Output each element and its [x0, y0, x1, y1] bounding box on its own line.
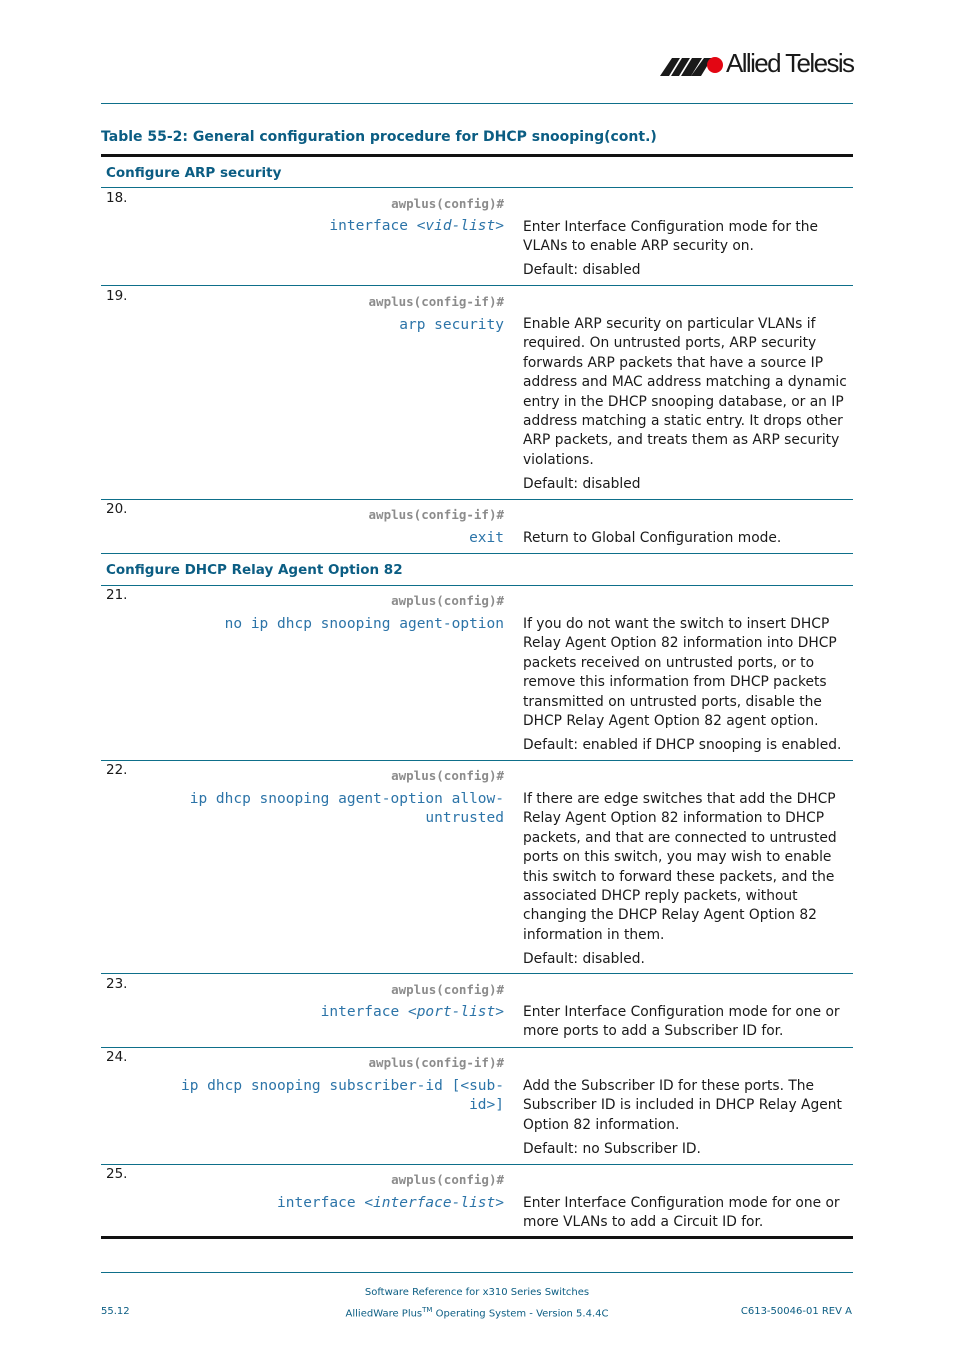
command-prompt: awplus(config-if)#: [368, 294, 504, 309]
row-rule: [101, 1164, 853, 1165]
step-description: Enter Interface Configuration mode for the VLANs to enable ARP security on. Default: disabled: [523, 219, 819, 279]
command-syntax: ip dhcp snooping agent-option allow- untrusted: [189, 791, 504, 826]
step-number: 25.: [106, 1166, 128, 1182]
command-prompt: awplus(config)#: [391, 1172, 504, 1187]
command-prompt: awplus(config)#: [391, 768, 504, 783]
footer-product-line: AlliedWare Plus™ Operating System - Version 5.4.4C: [345, 1306, 609, 1320]
step-description: Enter Interface Configuration mode for one or more VLANs to add a Circuit ID for.: [523, 1195, 840, 1231]
row-rule: [101, 553, 853, 554]
section-rule: [101, 585, 853, 586]
logo-wordmark: Allied Telesis: [726, 48, 854, 78]
step-description: Return to Global Configuration mode.: [523, 530, 782, 546]
allied-telesis-logo: [660, 50, 855, 80]
command-syntax: interface <port-list>: [320, 1004, 504, 1020]
section-heading-arp-security: Configure ARP security: [106, 165, 282, 181]
command-syntax: interface <vid-list>: [329, 218, 504, 234]
row-rule: [101, 973, 853, 974]
footer-doc-title: Software Reference for x310 Series Switches: [364, 1287, 590, 1298]
row-rule: [101, 1047, 853, 1048]
step-number: 24.: [106, 1049, 128, 1065]
command-prompt: awplus(config-if)#: [368, 507, 504, 522]
step-number: 18.: [106, 190, 128, 206]
table-title: Table 55-2: General configuration procedure for DHCP snooping(cont.): [101, 129, 657, 145]
step-number: 19.: [106, 288, 128, 304]
command-syntax: interface <interface-list>: [277, 1195, 504, 1211]
step-description: If there are edge switches that add the DHCP Relay Agent Option 82 information to DHCP packets, and that are connected to untrusted ports on this switch, you may wish to enable this switch to forward these packets, and the associated DHCP reply packets, without changing the DHCP Relay Agent Option 82 information in them. Default: disabled.: [523, 791, 837, 967]
step-description: Enable ARP security on particular VLANs if required. On untrusted ports, ARP security forwards ARP packets that have a source IP address and MAC address matching a dynamic entry in the DHCP snooping database, or an IP address matching a static entry. It drops other ARP packets, and treats them as ARP security violations. Default: disabled: [523, 316, 847, 492]
step-number: 20.: [106, 501, 128, 517]
row-rule: [101, 499, 853, 500]
command-prompt: awplus(config-if)#: [368, 1055, 504, 1070]
command-prompt: awplus(config)#: [391, 196, 504, 211]
row-rule: [101, 285, 853, 286]
footer-divider: [101, 1272, 853, 1273]
row-rule: [101, 760, 853, 761]
command-prompt: awplus(config)#: [391, 593, 504, 608]
step-number: 22.: [106, 762, 128, 778]
page-number: 55.12: [101, 1306, 130, 1317]
table-bottom-rule: [101, 1236, 853, 1239]
document-id: C613-50046-01 REV A: [740, 1306, 852, 1317]
command-syntax: exit: [469, 530, 504, 546]
step-description: Enter Interface Configuration mode for one or more ports to add a Subscriber ID for.: [523, 1004, 840, 1040]
command-argument: <port-list>: [407, 1004, 504, 1020]
section-heading-option-82: Configure DHCP Relay Agent Option 82: [106, 562, 403, 578]
logo-mark-icon: [660, 53, 726, 79]
step-description: Add the Subscriber ID for these ports. The Subscriber ID is included in DHCP Relay Agent Option 82 information. Default: no Subscriber ID.: [523, 1078, 842, 1157]
command-argument: <vid-list>: [416, 218, 504, 234]
step-number: 21.: [106, 587, 128, 603]
command-syntax: no ip dhcp snooping agent-option: [224, 616, 504, 632]
table-top-rule: [101, 154, 853, 157]
command-syntax: ip dhcp snooping subscriber-id [<sub- id>]: [180, 1078, 504, 1113]
section-rule: [101, 187, 853, 188]
header-divider: [101, 103, 853, 104]
command-argument: <interface-list>: [364, 1195, 504, 1211]
command-syntax: arp security: [399, 317, 504, 333]
command-prompt: awplus(config)#: [391, 982, 504, 997]
step-number: 23.: [106, 976, 128, 992]
step-description: If you do not want the switch to insert DHCP Relay Agent Option 82 information into DHCP packets received on untrusted ports, or to remove this information from DHCP packets transmitted on untrusted ports, disable the DHCP Relay Agent Option 82 agent option. Default: enabled if DHCP snooping is enabled.: [523, 616, 842, 753]
